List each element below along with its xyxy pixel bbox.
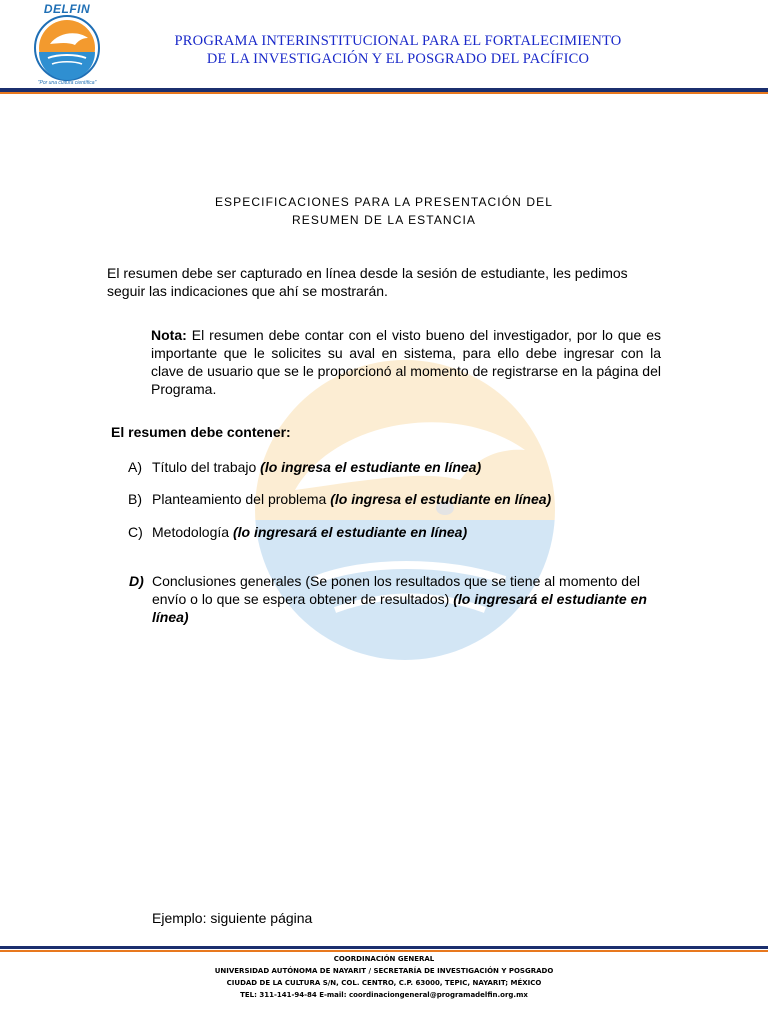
example-note: Ejemplo: siguiente página [152,910,313,926]
dolphin-emblem-icon [28,14,106,82]
document-title [150,193,618,229]
note-label: Nota: [151,327,187,343]
list-marker: A) [128,459,142,475]
list-marker: B) [128,491,142,507]
note-text: El resumen debe contar con el visto bueno del investigador, por lo que es importante que le solicites su aval en sistema, para ello debe ingresar con la clave de usuario que se le proporcionó al momento de registrarse en la página del Programa. [151,327,661,397]
list-item-text: Planteamiento del problema [152,491,331,507]
footer-line4: TEL: 311-141-94-84 E-mail: coordinaciongeneral@programadelfin.org.mx [240,991,528,999]
list-marker: D) [129,573,144,589]
document-title-line1: ESPECIFICACIONES PARA LA PRESENTACIÓN DEL [214,195,554,209]
logo-tagline: "Por una cultura científica" [37,80,97,86]
content-heading: El resumen debe contener: [111,424,291,440]
footer-line1: COORDINACIÓN GENERAL [333,955,435,963]
intro-paragraph: El resumen debe ser capturado en línea desde la sesión de estudiante, les pedimos seguir las indicaciones que ahí se mostrarán. [107,265,628,299]
footer-line2: UNIVERSIDAD AUTÓNOMA DE NAYARIT / SECRETARÍA DE INVESTIGACIÓN Y POSGRADO [214,967,554,975]
program-title-line2: DE LA INVESTIGACIÓN Y EL POSGRADO DEL PACÍFICO [206,51,590,67]
header-rule-orange [0,92,768,94]
note-paragraph [151,326,661,398]
list-item-text: Título del trabajo [152,459,261,475]
program-title-line1: PROGRAMA INTERINSTITUCIONAL PARA EL FORTALECIMIENTO [174,33,622,49]
list-item-emphasis: (lo ingresará el estudiante en línea) [152,591,647,625]
document-title-line2: RESUMEN DE LA ESTANCIA [291,213,476,227]
list-item-text: Conclusiones generales (Se ponen los resultados que se tiene al momento del envío o lo que se espera obtener de resultados) [152,573,640,607]
list-item-emphasis: (lo ingresará el estudiante en línea) [232,524,468,540]
list-item-text: Metodología [152,524,233,540]
list-item-emphasis: (lo ingresa el estudiante en línea) [330,491,552,507]
footer [0,953,768,1001]
footer-rule-blue [0,946,768,949]
list-marker: C) [128,524,143,540]
logo-wordmark: DELFIN [43,2,91,16]
footer-rule-orange [0,950,768,952]
list-item-emphasis: (lo ingresa el estudiante en línea) [260,459,482,475]
program-title [130,32,666,68]
delfin-logo [28,2,106,90]
footer-line3: CIUDAD DE LA CULTURA S/N, COL. CENTRO, C.P. 63000, TEPIC, NAYARIT; MÉXICO [226,979,542,987]
